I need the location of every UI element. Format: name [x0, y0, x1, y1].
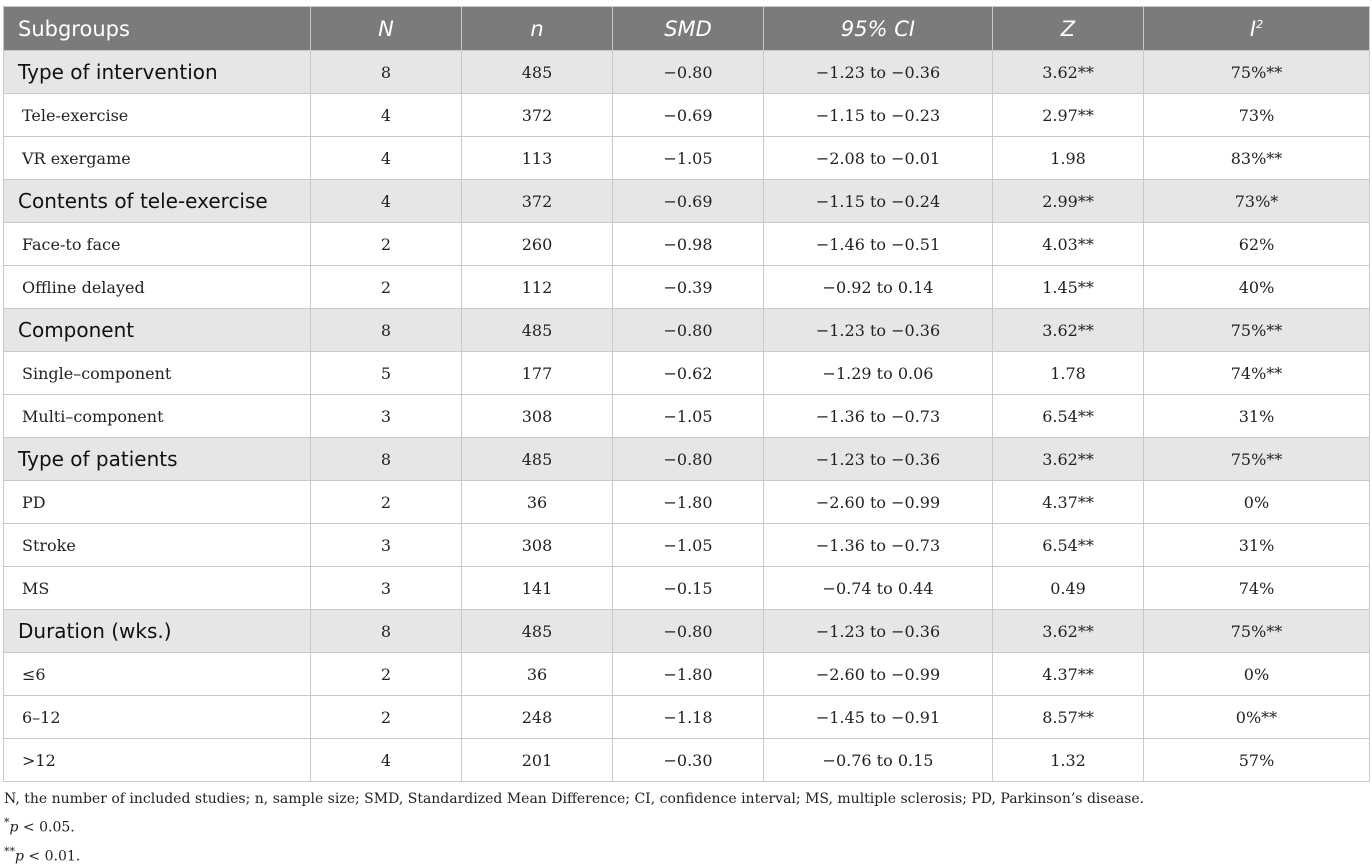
i-squared-cell: 62% [1144, 223, 1370, 266]
z-cell: 3.62** [993, 438, 1144, 481]
ci-cell: −2.60 to −0.99 [764, 653, 993, 696]
ci-cell: −1.23 to −0.36 [764, 309, 993, 352]
z-cell: 6.54** [993, 395, 1144, 438]
i-squared-cell: 0%** [1144, 696, 1370, 739]
sample-size-cell: 112 [462, 266, 613, 309]
ci-cell: −0.76 to 0.15 [764, 739, 993, 782]
z-cell: 0.49 [993, 567, 1144, 610]
subgroup-label: Offline delayed [4, 266, 311, 309]
z-cell: 4.37** [993, 653, 1144, 696]
ci-cell: −2.60 to −0.99 [764, 481, 993, 524]
group-row [4, 610, 1370, 653]
i-squared-cell: 83%** [1144, 137, 1370, 180]
smd-cell: −1.05 [613, 524, 764, 567]
ci-cell: −1.46 to −0.51 [764, 223, 993, 266]
n-studies-cell: 2 [311, 653, 462, 696]
n-studies-cell: 4 [311, 137, 462, 180]
z-cell: 4.37** [993, 481, 1144, 524]
i-squared-cell: 75%** [1144, 438, 1370, 481]
sample-size-cell: 485 [462, 309, 613, 352]
footnote-p05-p: p [9, 819, 19, 836]
sample-size-cell: 260 [462, 223, 613, 266]
subgroup-label: Multi–component [4, 395, 311, 438]
n-studies-cell: 2 [311, 696, 462, 739]
z-cell: 8.57** [993, 696, 1144, 739]
smd-cell: −0.39 [613, 266, 764, 309]
i-squared-cell: 57% [1144, 739, 1370, 782]
z-cell: 3.62** [993, 51, 1144, 94]
header-sample-size: n [462, 7, 613, 51]
n-studies-cell: 2 [311, 266, 462, 309]
n-studies-cell: 5 [311, 352, 462, 395]
z-cell: 1.98 [993, 137, 1144, 180]
n-studies-cell: 3 [311, 395, 462, 438]
subgroup-label: Type of patients [4, 438, 311, 481]
table-row [4, 395, 1370, 438]
subgroup-label: Type of intervention [4, 51, 311, 94]
smd-cell: −1.05 [613, 137, 764, 180]
i-squared-cell: 75%** [1144, 309, 1370, 352]
subgroup-label: VR exergame [4, 137, 311, 180]
ci-cell: −2.08 to −0.01 [764, 137, 993, 180]
sample-size-cell: 372 [462, 180, 613, 223]
table-row [4, 739, 1370, 782]
footnote-p01-mark: ** [4, 844, 15, 858]
table-row [4, 137, 1370, 180]
table-body [4, 51, 1370, 782]
smd-cell: −1.05 [613, 395, 764, 438]
table-row [4, 223, 1370, 266]
header-z: Z [993, 7, 1144, 51]
i-squared-cell: 75%** [1144, 51, 1370, 94]
z-cell: 3.62** [993, 309, 1144, 352]
smd-cell: −0.98 [613, 223, 764, 266]
ci-cell: −1.15 to −0.23 [764, 94, 993, 137]
header-subgroups: Subgroups [4, 7, 311, 51]
table-row [4, 696, 1370, 739]
sample-size-cell: 308 [462, 395, 613, 438]
smd-cell: −0.69 [613, 180, 764, 223]
z-cell: 1.78 [993, 352, 1144, 395]
n-studies-cell: 8 [311, 610, 462, 653]
smd-cell: −0.62 [613, 352, 764, 395]
sample-size-cell: 201 [462, 739, 613, 782]
subgroup-label: 6–12 [4, 696, 311, 739]
n-studies-cell: 4 [311, 180, 462, 223]
table-row [4, 481, 1370, 524]
smd-cell: −0.30 [613, 739, 764, 782]
sample-size-cell: 485 [462, 610, 613, 653]
subgroup-label: Stroke [4, 524, 311, 567]
group-row [4, 309, 1370, 352]
i-squared-cell: 31% [1144, 395, 1370, 438]
n-studies-cell: 3 [311, 567, 462, 610]
subgroup-label: ≤6 [4, 653, 311, 696]
ci-cell: −1.29 to 0.06 [764, 352, 993, 395]
header-n-studies: N [311, 7, 462, 51]
table-row [4, 524, 1370, 567]
n-studies-cell: 3 [311, 524, 462, 567]
ci-cell: −1.15 to −0.24 [764, 180, 993, 223]
ci-cell: −1.23 to −0.36 [764, 610, 993, 653]
n-studies-cell: 4 [311, 94, 462, 137]
header-i-squared [1144, 7, 1370, 51]
footnote-p05-mark: * [4, 816, 10, 829]
ci-cell: −0.92 to 0.14 [764, 266, 993, 309]
i-squared-cell: 0% [1144, 481, 1370, 524]
sample-size-cell: 113 [462, 137, 613, 180]
subgroup-label: Tele-exercise [4, 94, 311, 137]
i-squared-cell: 73%* [1144, 180, 1370, 223]
i-squared-cell: 40% [1144, 266, 1370, 309]
footnote-p01-text: < 0.01. [23, 848, 81, 865]
sample-size-cell: 485 [462, 51, 613, 94]
table-row [4, 352, 1370, 395]
n-studies-cell: 8 [311, 309, 462, 352]
header-row [4, 7, 1370, 51]
i-squared-cell: 75%** [1144, 610, 1370, 653]
group-row [4, 180, 1370, 223]
subgroup-label: Component [4, 309, 311, 352]
i-squared-cell: 74% [1144, 567, 1370, 610]
n-studies-cell: 2 [311, 223, 462, 266]
ci-cell: −1.36 to −0.73 [764, 395, 993, 438]
sample-size-cell: 141 [462, 567, 613, 610]
ci-cell: −1.23 to −0.36 [764, 51, 993, 94]
n-studies-cell: 8 [311, 51, 462, 94]
smd-cell: −1.18 [613, 696, 764, 739]
z-cell: 1.45** [993, 266, 1144, 309]
subgroup-label: >12 [4, 739, 311, 782]
smd-cell: −1.80 [613, 481, 764, 524]
table-row [4, 567, 1370, 610]
header-i-label: I [1249, 16, 1257, 41]
i-squared-cell: 31% [1144, 524, 1370, 567]
smd-cell: −0.80 [613, 438, 764, 481]
smd-cell: −1.80 [613, 653, 764, 696]
ci-cell: −1.45 to −0.91 [764, 696, 993, 739]
n-studies-cell: 4 [311, 739, 462, 782]
header-smd: SMD [613, 7, 764, 51]
subgroup-label: Face-to face [4, 223, 311, 266]
n-studies-cell: 2 [311, 481, 462, 524]
footnote-p05-text: < 0.05. [18, 819, 75, 836]
sample-size-cell: 36 [462, 481, 613, 524]
sample-size-cell: 248 [462, 696, 613, 739]
abbreviations-note: N, the number of included studies; n, sample size; SMD, Standardized Mean Difference; CI, confidence interval; MS, multiple sclerosis; PD, Parkinson’s disease. [4, 791, 1145, 807]
smd-cell: −0.80 [613, 51, 764, 94]
z-cell: 2.99** [993, 180, 1144, 223]
z-cell: 1.32 [993, 739, 1144, 782]
i-squared-cell: 73% [1144, 94, 1370, 137]
table-row [4, 94, 1370, 137]
subgroup-label: Duration (wks.) [4, 610, 311, 653]
table-row [4, 266, 1370, 309]
table-footnotes [4, 788, 1144, 868]
group-row [4, 438, 1370, 481]
z-cell: 2.97** [993, 94, 1144, 137]
sample-size-cell: 372 [462, 94, 613, 137]
i-squared-cell: 74%** [1144, 352, 1370, 395]
i-squared-cell: 0% [1144, 653, 1370, 696]
subgroup-analysis-table [3, 6, 1370, 782]
smd-cell: −0.80 [613, 309, 764, 352]
smd-cell: −0.15 [613, 567, 764, 610]
z-cell: 6.54** [993, 524, 1144, 567]
ci-cell: −0.74 to 0.44 [764, 567, 993, 610]
subgroup-label: MS [4, 567, 311, 610]
table-row [4, 653, 1370, 696]
sample-size-cell: 485 [462, 438, 613, 481]
subgroup-label: Contents of tele-exercise [4, 180, 311, 223]
smd-cell: −0.80 [613, 610, 764, 653]
header-i-sup: 2 [1256, 17, 1264, 31]
ci-cell: −1.36 to −0.73 [764, 524, 993, 567]
subgroup-label: PD [4, 481, 311, 524]
smd-cell: −0.69 [613, 94, 764, 137]
sample-size-cell: 177 [462, 352, 613, 395]
header-ci: 95% CI [764, 7, 993, 51]
n-studies-cell: 8 [311, 438, 462, 481]
footnote-p05 [4, 811, 1144, 840]
z-cell: 3.62** [993, 610, 1144, 653]
ci-cell: −1.23 to −0.36 [764, 438, 993, 481]
subgroup-label: Single–component [4, 352, 311, 395]
footnote-p01 [4, 840, 1144, 868]
group-row [4, 51, 1370, 94]
sample-size-cell: 36 [462, 653, 613, 696]
sample-size-cell: 308 [462, 524, 613, 567]
footnote-p01-p: p [15, 848, 24, 865]
z-cell: 4.03** [993, 223, 1144, 266]
